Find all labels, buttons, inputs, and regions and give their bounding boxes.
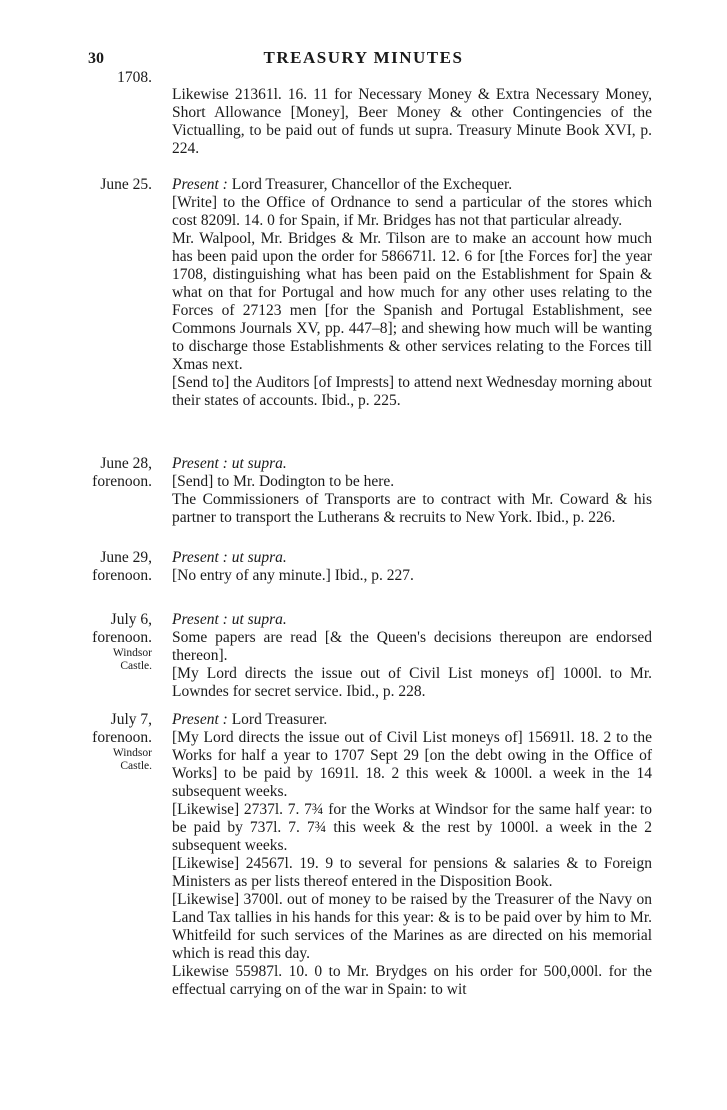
entry-body xyxy=(172,455,652,527)
paragraph: Likewise 55987l. 10. 0 to Mr. Brydges on his order for 500,000l. for the effectual carrying on of the war in Spain: to wit xyxy=(172,963,652,998)
entry-date: June 29, forenoon. xyxy=(92,549,152,584)
present-line: Present : Lord Treasurer, Chancellor of the Exchequer. xyxy=(172,176,513,193)
present-line: Present : Lord Treasurer. xyxy=(172,711,328,728)
page-number: 30 xyxy=(88,50,104,67)
paragraph: [Send to] the Auditors [of Imprests] to attend next Wednesday morning about their states of accounts. Ibid., p. 225. xyxy=(172,374,652,409)
paragraph: The Commissioners of Transports are to contract with Mr. Coward & his partner to transport the Lutherans & recruits to New York. Ibid., p. 226. xyxy=(172,491,652,526)
entry-body xyxy=(172,711,652,999)
paragraph: [My Lord directs the issue out of Civil List moneys of] 15691l. 18. 2 to the Works for half a year to 1707 Sept 29 [on the debt owing in the Office of Works] to be paid by 1691l. 18. 2 this week & 1000l. a week in the 14 subsequent weeks. xyxy=(172,729,652,800)
running-title: TREASURY MINUTES xyxy=(263,48,464,67)
paragraph: [No entry of any minute.] Ibid., p. 227. xyxy=(172,567,414,584)
entry-body xyxy=(172,549,652,585)
paragraph: [Likewise] 3700l. out of money to be raised by the Treasurer of the Navy on Land Tax tallies in his hands for this year: & is to be paid over by him to Mr. Whitfeild for such services of the Marines as are directed on his memorial which is read this day. xyxy=(172,891,652,962)
paragraph: Some papers are read [& the Queen's decisions thereupon are endorsed thereon]. xyxy=(172,629,652,664)
entry-body xyxy=(172,176,652,410)
present-line: Present : ut supra. xyxy=(172,455,287,472)
present-line: Present : ut supra. xyxy=(172,549,287,566)
paragraph: [Write] to the Office of Ordnance to send a particular of the stores which cost 8209l. 14. 0 for Spain, if Mr. Bridges has not that particular already. xyxy=(172,194,652,229)
entry-date: July 7, forenoon. Windsor Castle. xyxy=(92,711,152,772)
paragraph: [Likewise] 24567l. 19. 9 to several for pensions & salaries & to Foreign Ministers as per lists thereof entered in the Disposition Book. xyxy=(172,855,652,890)
entry-date: July 6, forenoon. Windsor Castle. xyxy=(92,611,152,672)
entry-date: 1708. xyxy=(117,69,152,86)
entry-date: June 25. xyxy=(100,176,152,193)
entry-date: June 28, forenoon. xyxy=(92,455,152,490)
entry-body xyxy=(172,611,652,701)
present-line: Present : ut supra. xyxy=(172,611,287,628)
paragraph: Mr. Walpool, Mr. Bridges & Mr. Tilson are to make an account how much has been paid upon the order for 586671l. 12. 6 for [the Forces for] the year 1708, distinguishing what has been paid on the Establishment for Spain & what on that for Portugal and how much for any other uses relating to the Forces of 27123 men [for the Spanish and Portugal Establishment, see Commons Journals XV, pp. 447–8]; and shewing how much will be wanting to discharge those Establishments & other services relating to the Forces till Xmas next. xyxy=(172,230,652,373)
paragraph: Likewise 21361l. 16. 11 for Necessary Money & Extra Necessary Money, Short Allowance [Money], Beer Money & other Contingencies of the Victualling, to be paid out of funds ut supra. Treasury Minute Book XVI, p. 224. xyxy=(172,86,652,157)
paragraph: [My Lord directs the issue out of Civil List moneys of] 1000l. to Mr. Lowndes for secret service. Ibid., p. 228. xyxy=(172,665,652,700)
paragraph: [Likewise] 2737l. 7. 7¾ for the Works at Windsor for the same half year: to be paid by 737l. 7. 7¾ this week & the rest by 1000l. a week in the 2 subsequent weeks. xyxy=(172,801,652,854)
paragraph: [Send] to Mr. Dodington to be here. xyxy=(172,473,395,490)
entry-body xyxy=(172,86,652,158)
